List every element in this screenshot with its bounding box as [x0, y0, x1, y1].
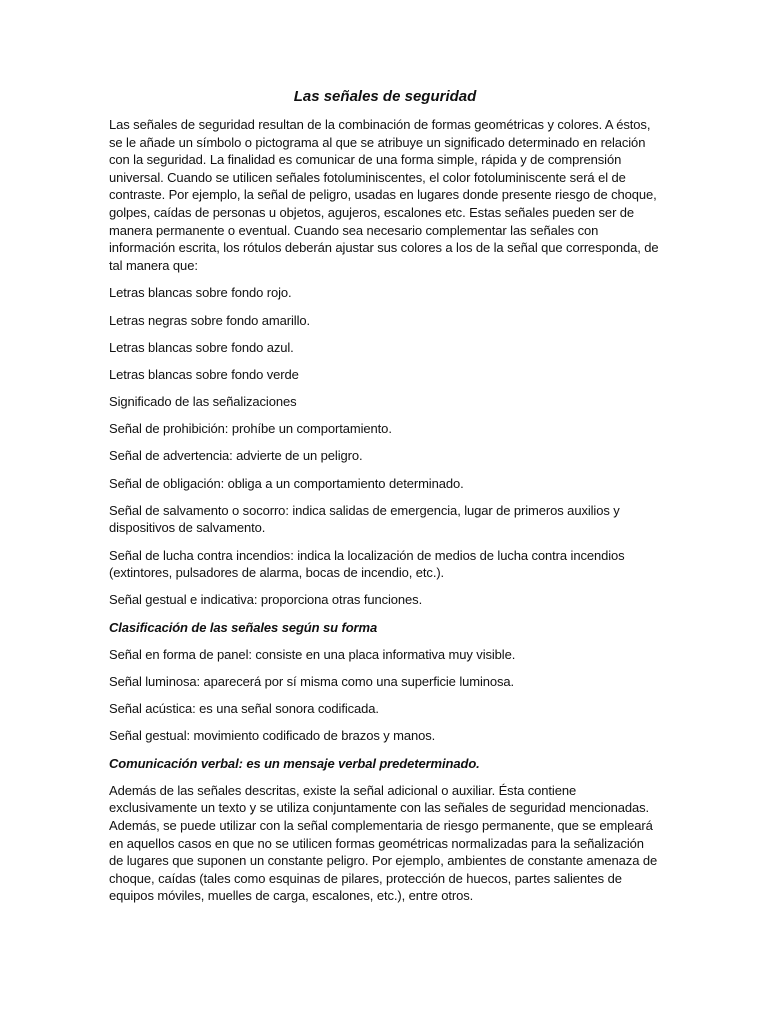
meaning-obligation: Señal de obligación: obliga a un comportamiento determinado.	[109, 475, 464, 491]
meaning-gestural: Señal gestual e indicativa: proporciona otras funciones.	[109, 592, 423, 608]
closing-paragraph: Además de las señales descritas, existe la señal adicional o auxiliar. Ésta contiene exclusivamente un texto y se utiliza conjuntamente con las señales de seguridad mencionadas. Además, se puede utilizar con la señal complementaria de riesgo permanente, que se empleará en aquellos casos en que no se utilicen formas geométricas normalizadas para la señalización de lugares que suponen un constante peligro. Por ejemplo, ambientes de constante amenaza de choque, caídas (tales como esquinas de pilares, protección de huecos, partes salientes de equipos móviles, muelles de carga, escalones, etc.), entre otros.	[109, 782, 658, 904]
classification-heading: Clasificación de las señales según su forma	[109, 619, 378, 635]
document-title: Las señales de seguridad	[293, 88, 477, 105]
meaning-firefighting: Señal de lucha contra incendios: indica la localización de medios de lucha contra incendios (extintores, pulsadores de alarma, bocas de incendio, etc.).	[109, 547, 625, 581]
color-rule-red: Letras blancas sobre fondo rojo.	[109, 285, 292, 301]
document-body	[109, 86, 661, 915]
meaning-heading: Significado de las señalizaciones	[109, 394, 297, 410]
classification-acoustic: Señal acústica: es una señal sonora codificada.	[109, 701, 379, 717]
classification-luminous: Señal luminosa: aparecerá por sí misma como una superficie luminosa.	[109, 673, 515, 689]
classification-gestural: Señal gestual: movimiento codificado de brazos y manos.	[109, 728, 436, 744]
meaning-rescue: Señal de salvamento o socorro: indica salidas de emergencia, lugar de primeros auxilios y dispositivos de salvamento.	[109, 502, 620, 536]
intro-paragraph: Las señales de seguridad resultan de la combinación de formas geométricas y colores. A éstos, se le añade un símbolo o pictograma al que se atribuye un significado determinado en relación con la seguridad. La finalidad es comunicar de una forma simple, rápida y de comprensión universal. Cuando se utilicen señales fotoluminiscentes, el color fotoluminiscente será el de contraste. Por ejemplo, la señal de peligro, usadas en lugares donde presente riesgo de choque, golpes, caídas de personas u objetos, agujeros, escalones etc. Estas señales pueden ser de manera permanente o eventual. Cuando sea necesario complementar las señales con información escrita, los rótulos deberán ajustar sus colores a los de la señal que corresponda, de tal manera que:	[109, 117, 659, 273]
meaning-prohibition: Señal de prohibición: prohíbe un comportamiento.	[109, 421, 392, 437]
color-rule-green: Letras blancas sobre fondo verde	[109, 366, 299, 382]
classification-panel: Señal en forma de panel: consiste en una placa informativa muy visible.	[109, 646, 516, 662]
color-rule-blue: Letras blancas sobre fondo azul.	[109, 339, 294, 355]
verbal-heading: Comunicación verbal: es un mensaje verbal predeterminado.	[109, 755, 480, 771]
color-rule-yellow: Letras negras sobre fondo amarillo.	[109, 312, 311, 328]
meaning-warning: Señal de advertencia: advierte de un peligro.	[109, 448, 363, 464]
